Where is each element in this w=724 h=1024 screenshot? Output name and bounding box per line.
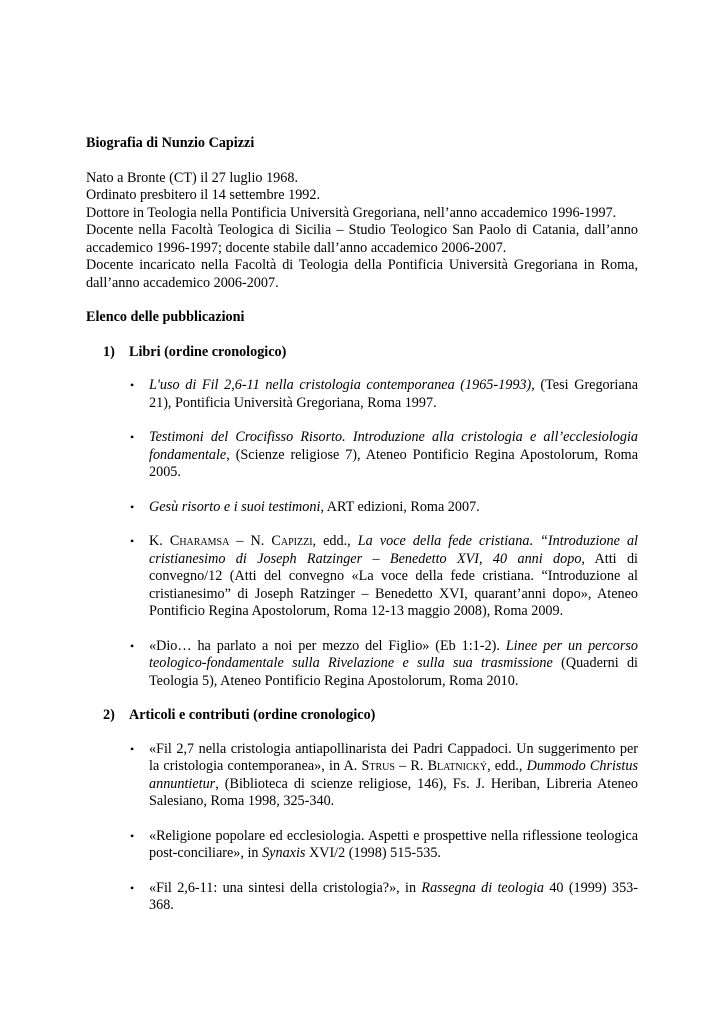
citation-text: 40 (1999) 353-368. — [149, 879, 638, 913]
section-books — [86, 344, 638, 691]
publication-item — [130, 740, 638, 811]
bullet-icon: • — [130, 741, 135, 756]
citation-text: La voce della fede cristiana — [357, 533, 530, 549]
citation-text: – N. — [229, 533, 272, 549]
bullet-icon: • — [130, 499, 135, 514]
section-heading — [103, 707, 638, 725]
citation-text: , (Tesi Gregoriana 21), Pontificia Università Gregoriana, Roma 1997. — [149, 377, 639, 411]
bio-line: Ordinato presbitero il 14 settembre 1992. — [86, 187, 321, 203]
bullet-icon: • — [130, 828, 135, 843]
citation-text: , edd., — [312, 533, 358, 549]
citation-text: «Fil 2,6-11: una sintesi della cristologia?», in — [149, 879, 422, 896]
publication-item — [130, 637, 638, 691]
bio-line: Nato a Bronte (CT) il 27 luglio 1968. — [86, 169, 298, 186]
biography — [86, 170, 638, 293]
section-number: 2) — [103, 707, 115, 723]
citation-text: Blatnický — [427, 758, 488, 774]
citation-text: Testimoni del Crocifisso Risorto. Introduzione alla cristologia e all’ecclesiologia fondamentale — [149, 429, 638, 463]
publication-item — [130, 827, 638, 863]
document-page — [86, 135, 638, 915]
citation-text: Synaxis — [262, 845, 306, 861]
publication-item — [130, 879, 638, 915]
section-heading — [103, 344, 638, 362]
bio-line: Docente nella Facoltà Teologica di Sicilia – Studio Teologico San Paolo di Catania, dall’anno accademico 1996-1997; docente stabile dall’anno accademico 2006-2007. — [86, 222, 638, 256]
citation-text: , (Scienze religiose 7), Ateneo Pontificio Regina Apostolorum, Roma 2005. — [149, 446, 638, 480]
bullet-icon: • — [130, 880, 135, 895]
citation-text: (Quaderni di Teologia 5), Ateneo Pontificio Regina Apostolorum, Roma 2010. — [149, 655, 638, 689]
citation-text: . — [529, 533, 541, 549]
bullet-icon: • — [130, 430, 135, 444]
citation-text: K. — [149, 533, 170, 549]
bullet-icon: • — [130, 534, 135, 548]
citation-text: Strus — [361, 758, 395, 774]
citation-text: «Religione popolare ed ecclesiologia. Aspetti e prospettive nella riflessione teologica post-conciliare», in — [149, 827, 638, 861]
citation-text: Rassegna di teologia — [421, 879, 544, 896]
citation-text: – R. — [394, 758, 428, 774]
citation-text: , Atti di convegno/12 (Atti del convegno «La voce della fede cristiana. “Introduzione al cristianesimo” di Joseph Ratzinger – Benedetto XVI, quarant’anni dopo», Ateneo Pontificio Regina Apostolorum, Roma 12-13 maggio 2008), Roma 2009. — [149, 550, 638, 619]
bio-line: Dottore in Teologia nella Pontificia Università Gregoriana, nell’anno accademico 1996-1997. — [86, 204, 617, 221]
citation-text: «Fil 2,7 nella cristologia antiapollinarista dei Padri Cappadoci. Un suggerimento per la cristologia contemporanea», in A. — [149, 740, 638, 774]
bullet-icon: • — [130, 378, 135, 392]
section-number: 1) — [103, 343, 115, 360]
bio-line: Docente incaricato nella Facoltà di Teologia della Pontificia Università Gregoriana in Roma, dall’anno accademico 2006-2007. — [86, 257, 638, 291]
citation-text: Charamsa — [169, 533, 230, 549]
publication-item — [130, 429, 638, 482]
citation-text: Capizzi — [271, 533, 313, 549]
publication-list — [86, 741, 638, 915]
citation-text: Gesù risorto e i suoi testimoni — [149, 498, 321, 515]
citation-text: «Dio… ha parlato a noi per mezzo del Figlio» (Eb 1:1-2). — [149, 637, 506, 654]
publications-heading: Elenco delle pubblicazioni — [86, 309, 245, 325]
publication-item — [130, 498, 638, 517]
publication-list — [86, 377, 638, 690]
section-title: Libri (ordine cronologico) — [129, 343, 287, 360]
document-title: Biografia di Nunzio Capizzi — [86, 135, 255, 151]
citation-text: L'uso di Fil 2,6-11 nella cristologia contemporanea (1965-1993) — [149, 377, 532, 393]
citation-text: Dummodo Christus annuntietur — [149, 758, 638, 792]
citation-text: , ART edizioni, Roma 2007. — [320, 498, 480, 515]
citation-text: “Introduzione al cristianesimo di Joseph Ratzinger – Benedetto XVI, 40 anni dopo — [149, 533, 638, 567]
citation-text: Linee per un percorso teologico-fondamentale sulla Rivelazione e sulla sua trasmissione — [149, 637, 638, 671]
publication-item — [130, 377, 639, 412]
section-title: Articoli e contributi (ordine cronologico) — [129, 707, 376, 723]
citation-text: , edd., — [487, 758, 527, 774]
citation-text: XVI/2 (1998) 515-535. — [305, 845, 441, 861]
bullet-icon: • — [130, 638, 135, 653]
citation-text: , (Biblioteca di scienze religiose, 146), Fs. J. Heriban, Libreria Ateneo Salesiano, Roma 1998, 325-340. — [149, 775, 638, 809]
section-articles — [86, 707, 638, 915]
publication-item — [130, 533, 638, 621]
